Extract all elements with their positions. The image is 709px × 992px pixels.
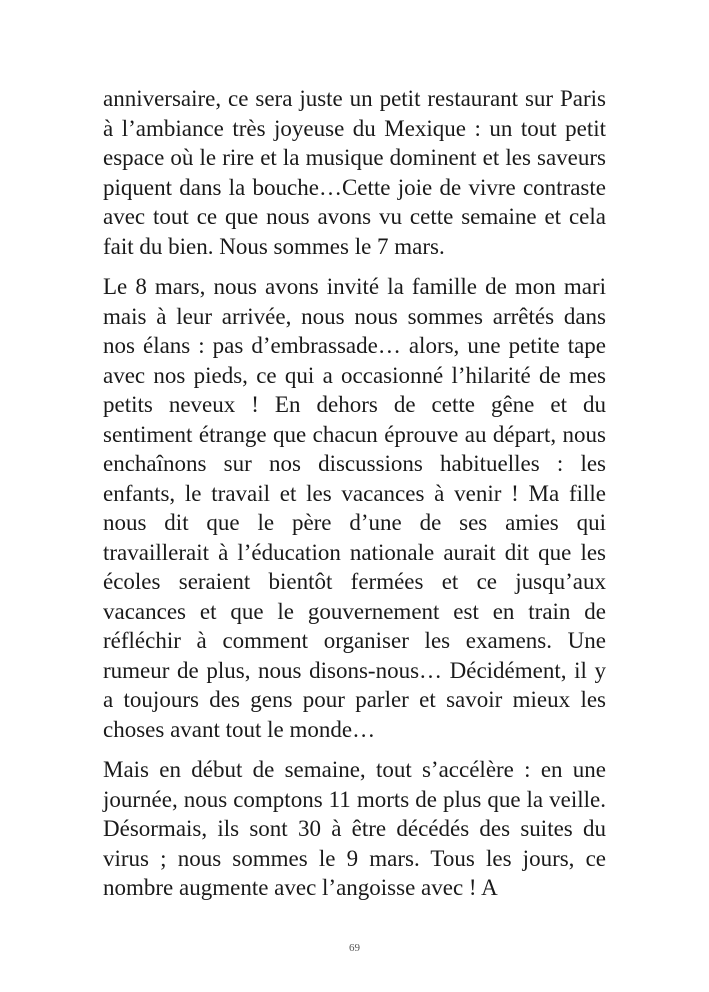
page-body xyxy=(103,84,606,914)
paragraph-family-visit: Le 8 mars, nous avons invité la famille de mon mari mais à leur arrivée, nous nous sommes arrêtés dans nos élans : pas d’embrassade… alors, une petite tape avec nos pieds, ce qui a occasionné l’hilarité de mes petits neveux ! En dehors de cette gêne et du sentiment étrange que chacun éprouve au départ, nous enchaînons sur nos discussions habituelles : les enfants, le travail et les vacances à venir ! Ma fille nous dit que le père d’une de ses amies qui travaillerait à l’éducation nationale aurait dit que les écoles seraient bientôt fermées et ce jusqu’aux vacances et que le gouvernement est en train de réfléchir à comment organiser les examens. Une rumeur de plus, nous disons-nous… Décidément, il y a toujours des gens pour parler et savoir mieux les choses avant tout le monde… xyxy=(103,274,606,742)
page-number: 69 xyxy=(349,942,360,954)
paragraph-week-start: Mais en début de semaine, tout s’accélère : en une journée, nous comptons 11 morts de plus que la veille. Désormais, ils sont 30 à être décédés des suites du virus ; nous sommes le 9 mars. Tous les jours, ce nombre augmente avec l’angoisse avec ! A xyxy=(103,757,606,900)
paragraph-birthday-restaurant: anniversaire, ce sera juste un petit restaurant sur Paris à l’ambiance très joyeuse du Mexique : un tout petit espace où le rire et la musique dominent et les saveurs piquent dans la bouche…Cette joie de vivre contraste avec tout ce que nous avons vu cette semaine et cela fait du bien. Nous sommes le 7 mars. xyxy=(103,86,606,259)
